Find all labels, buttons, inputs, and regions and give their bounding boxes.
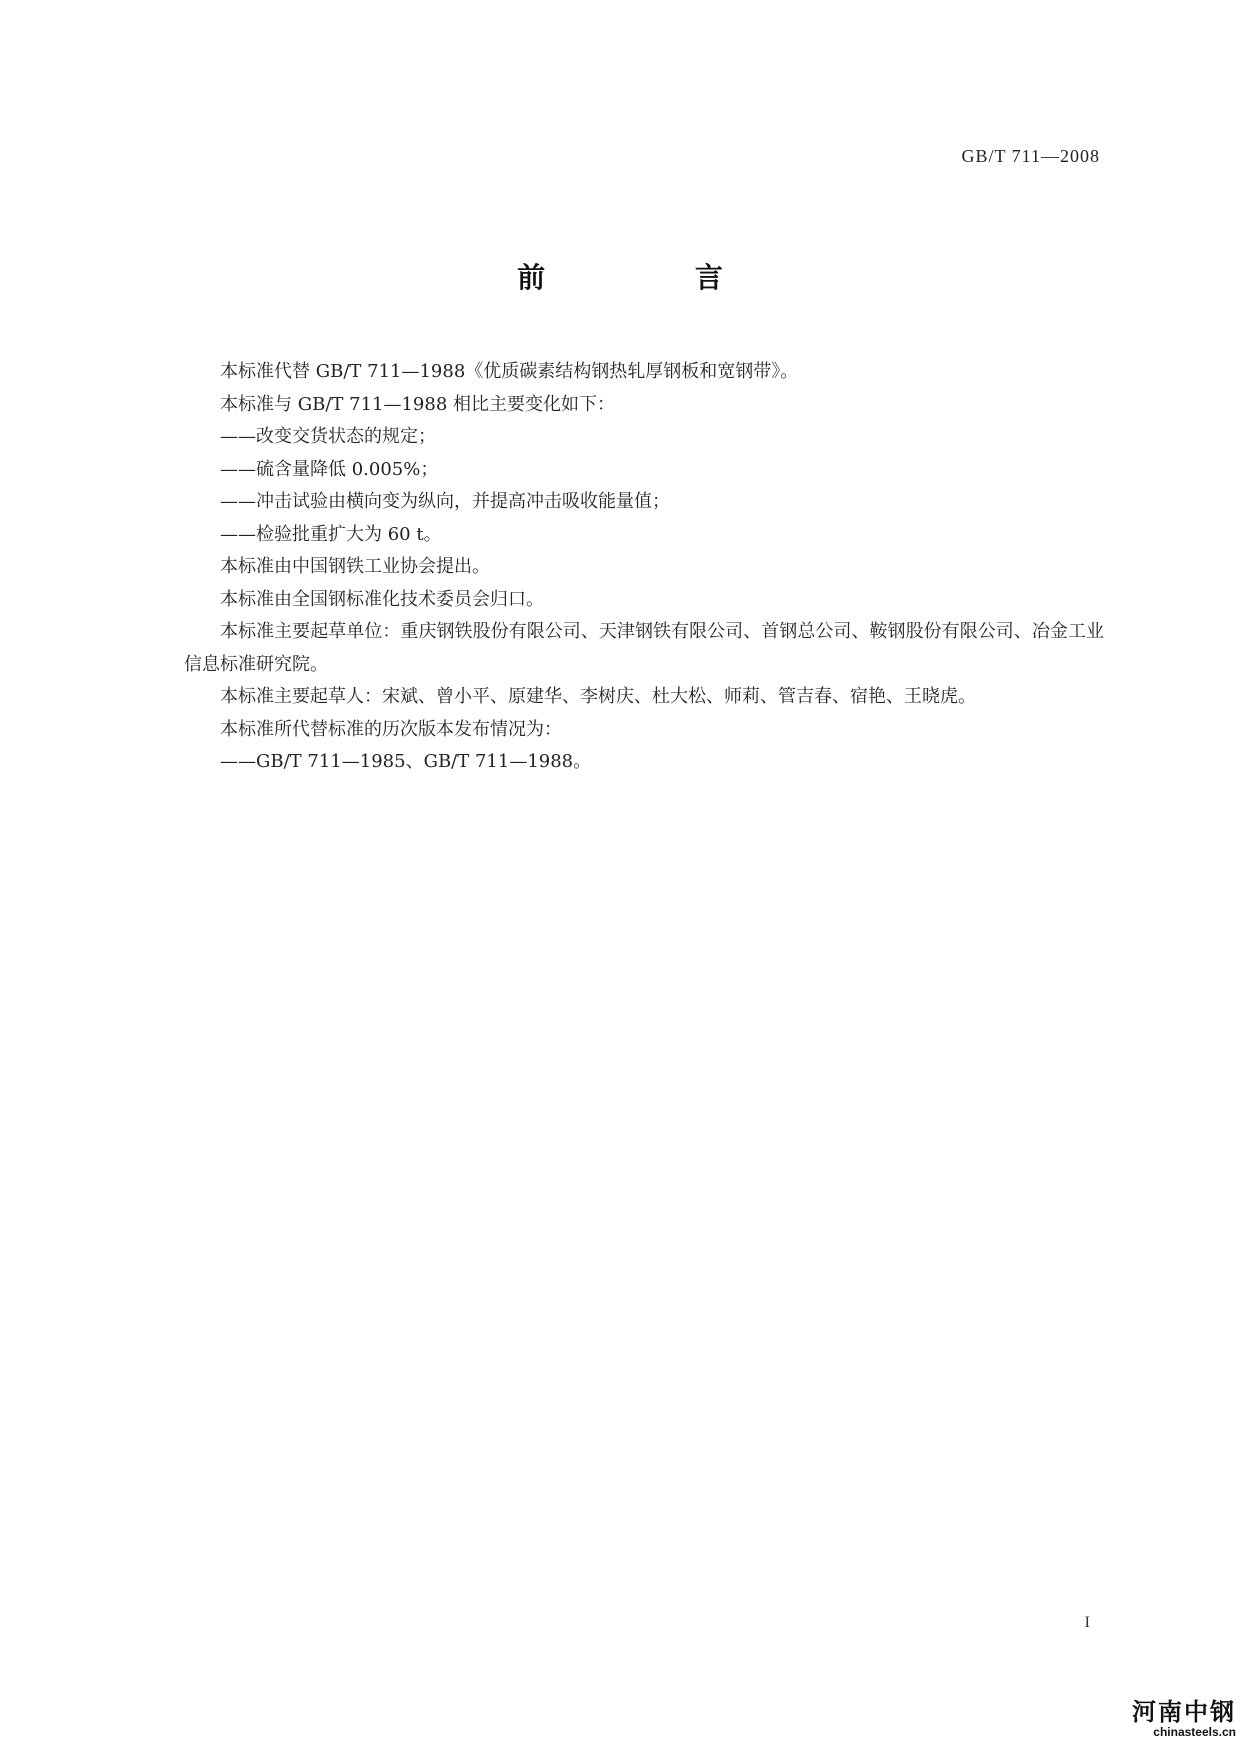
change-item-impact: ——冲击试验由横向变为纵向，并提高冲击吸收能量值；	[220, 491, 670, 512]
paragraph-replaces: 本标准代替 GB/T 711—1988《优质碳素结构钢热轧厚钢板和宽钢带》。	[220, 361, 799, 382]
watermark-url: chinasteels.cn	[1153, 1725, 1236, 1739]
change-item-batch: ——检验批重扩大为 60 t。	[220, 523, 442, 545]
watermark-name: 河南中钢	[1132, 1698, 1236, 1726]
history-item: ——GB/T 711—1985、GB/T 711—1988。	[220, 751, 592, 772]
change-item-sulfur: ——硫含量降低 0.005%；	[220, 458, 439, 480]
paragraph-changes-intro: 本标准与 GB/T 711—1988 相比主要变化如下：	[220, 393, 616, 415]
page-title: 前 言	[517, 261, 793, 294]
watermark-logo	[1132, 1699, 1236, 1739]
change-item-delivery: ——改变交货状态的规定；	[220, 426, 436, 447]
foreword-body	[184, 356, 1104, 779]
paragraph-drafting-units: 本标准主要起草单位：重庆钢铁股份有限公司、天津钢铁有限公司、首钢总公司、鞍钢股份有限公司、冶金工业信息标准研究院。	[184, 621, 1104, 675]
page-number: I	[1084, 1614, 1090, 1631]
standard-number: GB/T 711—2008	[961, 146, 1100, 166]
paragraph-administered-by: 本标准由全国钢标准化技术委员会归口。	[220, 588, 544, 610]
paragraph-history-intro: 本标准所代替标准的历次版本发布情况为：	[220, 718, 562, 740]
paragraph-proposed-by: 本标准由中国钢铁工业协会提出。	[220, 556, 490, 577]
paragraph-drafters: 本标准主要起草人：宋斌、曾小平、原建华、李树庆、杜大松、师莉、管吉春、宿艳、王晓虎。	[220, 686, 976, 707]
